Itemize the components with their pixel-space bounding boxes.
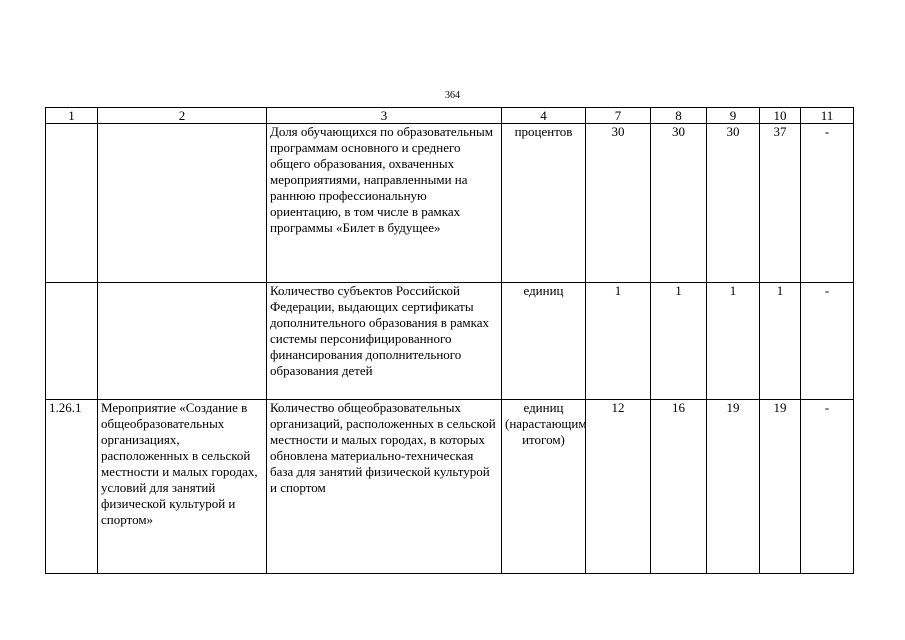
column-header: 8 [651,108,707,124]
page-number: 364 [445,90,460,101]
event-cell: Мероприятие «Создание в общеобразовательных организациях, расположенных в сельской местности и малых городах, условий для занятий физической культурой и спортом» [98,400,267,574]
table-row [46,124,854,283]
event-cell [98,283,267,400]
value-cell-8: 16 [651,400,707,574]
value-cell-8: 1 [651,283,707,400]
value-cell-11: - [801,124,854,283]
value-cell-10: 37 [760,124,801,283]
column-header: 9 [707,108,760,124]
column-header: 7 [586,108,651,124]
value-cell-7: 30 [586,124,651,283]
value-cell-8: 30 [651,124,707,283]
table-header-row [46,108,854,124]
value-cell-11: - [801,400,854,574]
row-number-cell: 1.26.1 [46,400,98,574]
value-cell-11: - [801,283,854,400]
unit-cell: процентов [502,124,586,283]
indicator-cell: Количество общеобразовательных организаций, расположенных в сельской местности и малых городах, в которых обновлена материально-техническая база для занятий физической культурой и спортом [267,400,502,574]
column-header: 4 [502,108,586,124]
value-cell-9: 1 [707,283,760,400]
column-header: 11 [801,108,854,124]
value-cell-9: 19 [707,400,760,574]
value-cell-7: 1 [586,283,651,400]
row-number-cell [46,283,98,400]
value-cell-10: 1 [760,283,801,400]
unit-cell: единиц (нарастающим итогом) [502,400,586,574]
column-header: 10 [760,108,801,124]
table-row [46,400,854,574]
value-cell-9: 30 [707,124,760,283]
column-header: 2 [98,108,267,124]
event-cell [98,124,267,283]
indicator-cell: Количество субъектов Российской Федерации, выдающих сертификаты дополнительного образования в рамках системы персонифицированного финансирования дополнительного образования детей [267,283,502,400]
table-row [46,283,854,400]
indicators-table [45,107,854,574]
row-number-cell [46,124,98,283]
value-cell-10: 19 [760,400,801,574]
indicator-cell: Доля обучающихся по образовательным программам основного и среднего общего образования, охваченных мероприятиями, направленными на раннюю профессиональную ориентацию, в том числе в рамках программы «Билет в будущее» [267,124,502,283]
column-header: 3 [267,108,502,124]
column-header: 1 [46,108,98,124]
unit-cell: единиц [502,283,586,400]
value-cell-7: 12 [586,400,651,574]
